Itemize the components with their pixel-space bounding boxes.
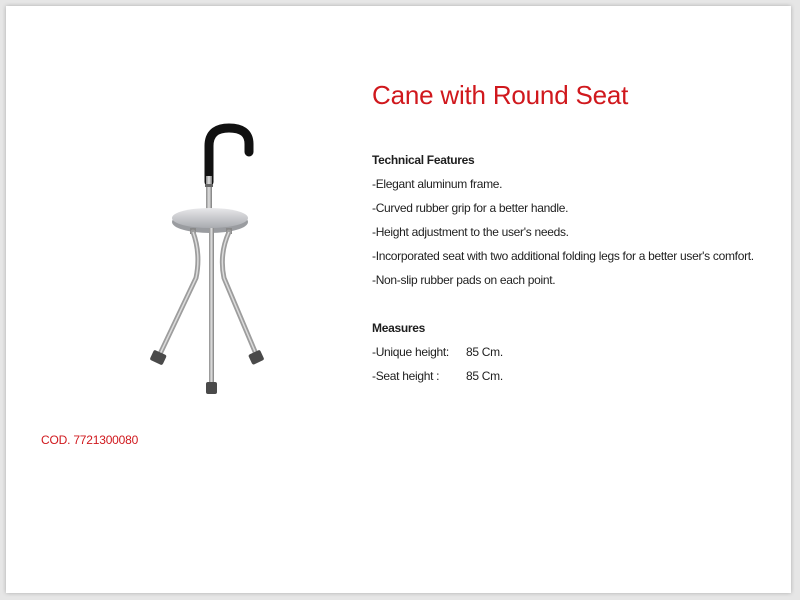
measures-heading: Measures <box>372 321 425 335</box>
technical-features-heading: Technical Features <box>372 153 475 167</box>
product-description <box>372 148 782 388</box>
feature-item: -Incorporated seat with two additional folding legs for a better user's comfort. <box>372 249 754 263</box>
cane-seat-product-photo <box>146 118 276 413</box>
measure-label: -Unique height: <box>372 345 449 359</box>
product-title: Cane with Round Seat <box>372 80 629 110</box>
section-spacer <box>372 292 782 316</box>
feature-item: -Height adjustment to the user's needs. <box>372 225 569 239</box>
product-code: COD. 7721300080 <box>41 433 139 447</box>
catalog-page <box>6 6 791 593</box>
measure-row <box>372 364 782 388</box>
feature-item: -Elegant aluminum frame. <box>372 177 503 191</box>
cane-seat-icon <box>146 118 276 408</box>
measure-row <box>372 340 782 364</box>
feature-item: -Curved rubber grip for a better handle. <box>372 201 569 215</box>
feature-item: -Non-slip rubber pads on each point. <box>372 273 556 287</box>
measure-label: -Seat height : <box>372 369 440 383</box>
measure-value: 85 Cm. <box>466 345 503 359</box>
measure-value: 85 Cm. <box>466 369 503 383</box>
